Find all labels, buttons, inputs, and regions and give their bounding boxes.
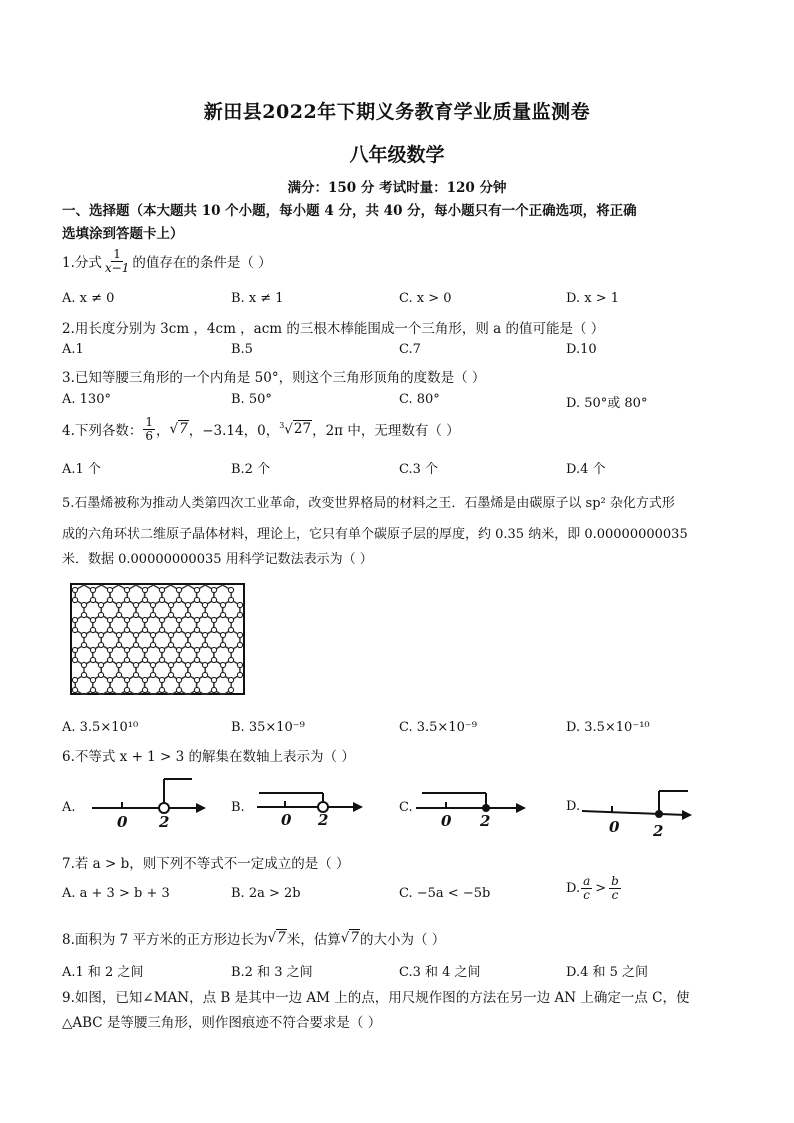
q4-option-a: A.1 个 (62, 462, 101, 477)
exam-subtitle: 八年级数学 (349, 144, 445, 166)
q7-d-frac-a-den: c (583, 887, 591, 902)
q2-option-b: B.5 (231, 342, 253, 357)
q8-option-d: D.4 和 5 之间 (566, 965, 649, 980)
q6-a-zero: 0 (117, 813, 128, 831)
q2-option-d: D.10 (566, 342, 597, 357)
question-9-line1: 9.如图，已知∠MAN，点 B 是其中一边 AM 上的点，用尺规作图的方法在另一边 AN 上确定一点 C，使 (62, 990, 690, 1006)
q1-option-a: A. x ≠ 0 (62, 291, 115, 306)
q6-option-c-letter: C. (399, 800, 413, 815)
graphene-figure (70, 583, 245, 695)
q1-fraction-num: 1 (113, 247, 121, 261)
q4-option-c: C.3 个 (399, 462, 439, 477)
q7-d-frac-b-num: b (611, 874, 619, 888)
q6-b-two: 2 (318, 811, 329, 829)
question-1 (62, 248, 272, 274)
q7-option-a: A. a + 3 > b + 3 (62, 886, 170, 901)
q8-sqrt7-a (268, 930, 287, 946)
q4-cbrt-radicand: 27 (293, 421, 312, 438)
q1-prefix: 1.分式 (62, 255, 102, 272)
q4-prefix: 4.下列各数： (62, 423, 143, 440)
q1-fraction-den: x−1 (104, 260, 130, 275)
question-5-line2: 成的六角环状二维原子晶体材料，理论上，它只有单个碳原子层的厚度，约 0.35 纳米，即 0.00000000035 (62, 527, 688, 542)
exam-meta: 满分：150 分 考试时量：120 分钟 (287, 180, 507, 196)
q8-option-c: C.3 和 4 之间 (399, 965, 481, 980)
section-heading-line2: 选填涂到答题卡上） (62, 226, 184, 242)
q7-d-frac-a-num: a (583, 874, 591, 888)
q7-option-d (566, 875, 622, 901)
q2-option-c: C.7 (399, 342, 421, 357)
radical-sign-icon: √ (169, 421, 179, 438)
q8-suffix: 的大小为（ ） (359, 932, 446, 948)
question-9-line2: △ABC 是等腰三角形，则作图痕迹不符合要求是（ ） (62, 1015, 382, 1031)
q2-option-a: A.1 (62, 342, 84, 357)
exam-title: 新田县2022年下期义务教育学业质量监测卷 (203, 101, 591, 123)
numberline-a-graphic (88, 775, 208, 835)
q4-suffix: ，2π 中，无理数有（ ） (312, 423, 460, 440)
q1-option-d: D. x > 1 (566, 291, 619, 306)
q6-c-two: 2 (480, 812, 491, 830)
q5-option-c: C. 3.5×10⁻⁹ (399, 720, 477, 735)
numberline-b-graphic (253, 775, 368, 835)
q1-suffix: 的值存在的条件是（ ） (132, 255, 272, 272)
q7-d-gt: > (595, 880, 607, 896)
q7-d-frac-a (581, 875, 592, 901)
q6-option-a-letter: A. (62, 800, 76, 815)
q5-option-a: A. 3.5×10¹⁰ (62, 720, 139, 735)
q7-option-c: C. −5a < −5b (399, 886, 491, 901)
numberline-c-graphic (410, 775, 530, 835)
q3-option-d: D. 50°或 80° (566, 396, 648, 411)
q4-cbrt-index: 3 (279, 420, 285, 430)
q6-c-zero: 0 (441, 812, 452, 830)
q6-d-two: 2 (653, 822, 664, 840)
q6-option-b-letter: B. (231, 800, 245, 815)
q6-a-two: 2 (159, 813, 170, 831)
q6-numberline-a (88, 775, 208, 835)
q6-option-d-letter: D. (566, 799, 581, 814)
q3-option-a: A. 130° (62, 392, 111, 407)
q5-option-d: D. 3.5×10⁻¹⁰ (566, 720, 650, 735)
q8-prefix: 8.面积为 7 平方米的正方形边长为 (62, 932, 268, 948)
question-6: 6.不等式 x + 1 > 3 的解集在数轴上表示为（ ） (62, 749, 355, 765)
q1-option-b: B. x ≠ 1 (231, 291, 284, 306)
q8-option-b: B.2 和 3 之间 (231, 965, 313, 980)
question-7: 7.若 a > b，则下列不等式不一定成立的是（ ） (62, 856, 350, 872)
radical-sign-icon: √ (340, 930, 350, 946)
q7-d-frac-b (609, 875, 621, 901)
q3-option-c: C. 80° (399, 392, 440, 407)
q1-option-c: C. x > 0 (399, 291, 452, 306)
question-5-line3: 米．数据 0.00000000035 用科学记数法表示为（ ） (62, 552, 373, 567)
q8-sqrt7-b (341, 930, 360, 946)
q8-mid: 米，估算 (286, 932, 341, 948)
q4-cbrt27 (279, 421, 312, 438)
q4-sep1: ， (156, 423, 170, 440)
q8-sqrt7-a-radicand: 7 (277, 930, 286, 946)
q6-b-zero: 0 (281, 811, 292, 829)
question-8 (62, 928, 445, 948)
q8-option-a: A.1 和 2 之间 (62, 965, 144, 980)
q6-numberline-b (253, 775, 368, 835)
q4-option-d: D.4 个 (566, 462, 606, 477)
q8-sqrt7-b-radicand: 7 (350, 930, 359, 946)
question-4 (62, 416, 460, 442)
question-5-line1: 5.石墨烯被称为推动人类第四次工业革命，改变世界格局的材料之王．石墨烯是由碳原子以 sp² 杂化方式形 (62, 496, 675, 511)
q7-option-b: B. 2a > 2b (231, 886, 301, 901)
q4-sep2: ，−3.14，0， (188, 423, 280, 440)
q4-fraction-num: 1 (145, 415, 154, 429)
q4-sqrt7-radicand: 7 (179, 421, 188, 438)
numberline-d-graphic (578, 785, 698, 835)
q4-fraction (143, 416, 155, 442)
question-3: 3.已知等腰三角形的一个内角是 50°，则这个三角形顶角的度数是（ ） (62, 370, 486, 386)
section-heading-line1: 一、选择题（本大题共 10 个小题，每小题 4 分，共 40 分，每小题只有一个正确选项，将正确 (62, 203, 637, 219)
q5-option-b: B. 35×10⁻⁹ (231, 720, 305, 735)
radical-sign-icon: √ (267, 930, 277, 946)
q6-numberline-d (578, 785, 698, 835)
q6-d-zero: 0 (609, 818, 620, 836)
radical-sign-icon: √ (284, 421, 293, 438)
q7-d-frac-b-den: c (611, 887, 619, 902)
q3-option-b: B. 50° (231, 392, 272, 407)
q6-numberline-c (410, 775, 530, 835)
question-2: 2.用长度分别为 3cm ，4cm ，acm 的三根木棒能围成一个三角形，则 a 的值可能是（ ） (62, 321, 605, 337)
q7-d-prefix: D. (566, 880, 581, 896)
graphene-lattice-icon (70, 583, 245, 695)
q4-fraction-den: 6 (145, 428, 154, 443)
q4-option-b: B.2 个 (231, 462, 271, 477)
q4-sqrt7 (170, 421, 189, 437)
q1-fraction (103, 248, 131, 274)
